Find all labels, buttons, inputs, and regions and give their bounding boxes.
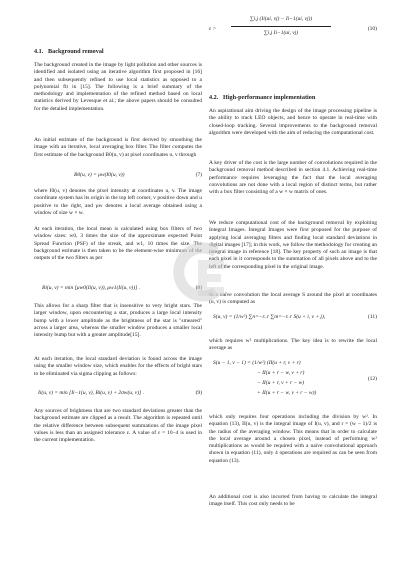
paragraph: Any sources of brightness that are two standard deviations greater than the background estimate are clipped as a result. The algorithm is repeated until the relative difference between subsequent summations of the image pixel values is less than an assigned tolerance ε. A value of ε = 10−4 is used in the current implementation.	[34, 408, 202, 444]
equation-number: (12)	[367, 376, 377, 382]
section-heading-4-1	[34, 48, 202, 55]
paragraph: At each iteration, the local mean is calculated using box filters of two window sizes: w0, 3 times the size of the approximate expected Point Spread Function (PSF) of the streak, and w1, 10 times the size. The background estimate is then taken to be the element-wise minimum of the outputs of the two filters as per	[34, 226, 202, 262]
equation-denominator: ∑i,j Ii−1(ui, vj)	[263, 30, 299, 36]
paragraph: An initial estimate of the background is first derived by smoothing the image with an iterative, local averaging box filter. The filter computes the first estimate of the background B0(u, v) at pixel coordinates u, v through	[34, 137, 202, 158]
section-title: Background removal	[48, 48, 104, 55]
paragraph: An additional cost is also incurred from having to calculate the integral image itself. This cost only needs to be	[209, 494, 377, 508]
equation-number: (7)	[195, 172, 202, 178]
equation-number: (9)	[195, 390, 202, 396]
equation-line: − II(u + r, v + r − w)	[257, 380, 305, 386]
equation-number: (11)	[368, 314, 377, 320]
equation-number: (10)	[367, 26, 377, 32]
paragraph: In a naïve convolution the local average S around the pixel at coordinates (u, v) is computed as	[209, 292, 377, 306]
equation-line: − II(u + r − w, v + r)	[257, 370, 305, 376]
equation-body: Bi(u, v) = min [μw0(Ii(u, v)), μw1(Ii(u, v))] .	[42, 285, 140, 291]
section-title: High-performance implementation	[223, 94, 316, 101]
equation-body: S(u, v) = (1/w²) ∑n=−r..r ∑m=−r..r S(u + i, v + j),	[213, 314, 326, 320]
equation-body: Ii(u, v) = min [Ii−1(u, v), Bi(u, v) + 2σw(u, v)] .	[38, 390, 144, 396]
equation-12	[209, 360, 377, 408]
paragraph: which only requires four operations including the division by w². In equation (13), II(u, v) is the integral image of I(u, v), and r = (w − 1)/2 is the radius of the averaging window. This means that in order to calculate the local average around a chosen pixel, instead of performing w² multiplications as would be required with a naïve convolutional approach shown in equation (11), only 4 operations are required as can be seen from equation (13).	[209, 414, 377, 464]
section-number: 4.1.	[34, 48, 44, 55]
equation-numerator: ∑i,j (Ii(ui, vj) − Ii−1(ui, vj))	[249, 16, 313, 22]
equation-10	[209, 14, 377, 48]
equation-line: S(u − 1, v − 1) = (1/w²) (II(u + r, v + r)	[213, 360, 301, 366]
equation-9	[34, 390, 202, 402]
paragraph: An aspirational aim driving the design of the image processing pipeline is the ability to track LEO objects, and hence to operate in real-time with closed-loop tracking. Several improvements to the background removal algorithm were developed with the aim of reducing the computational cost.	[209, 108, 377, 136]
equation-7	[34, 172, 202, 184]
paragraph: A key driver of the cost is the large number of convolutions required in the background removal method described in section 4.1. Achieving real-time performance requires leveraging the fact that the local averaging convolutions are not done with a local region of distinct terms, but rather with a box filter consisting of a w × w matrix of ones.	[209, 160, 377, 196]
section-number: 4.2.	[209, 94, 219, 101]
section-heading-4-2	[209, 94, 377, 101]
paragraph: The background created in the image by light pollution and other sources is identified and isolated using an iterative algorithm first proposed in [16] and then subsequently refined to use local statistics as opposed to a polynomial fit in [15]. The following is a brief summary of the methodology and implementation of the refined method based on local statistics derived by Levesque et al.; the above papers should be consulted for the detailed implementation.	[34, 62, 202, 112]
paragraph: At each iteration, the local standard deviation is found across the image using the smaller window size, which enables for the effects of bright stars to be eliminated via sigma clipping as follows:	[34, 356, 202, 377]
paragraph: We reduce computational cost of the background removal by exploiting Integral Images. Integral Images were first proposed for the purpose of applying local averaging filters and finding local standard deviations in digital images [17]; in this work, we follow the methodology for creating an integral image in reference [18]. The key property of such an image is that each pixel in it corresponds to the summation of all pixels above and to the left of the corresponding pixel in the original image.	[209, 220, 377, 270]
equation-lhs: ε >	[209, 26, 217, 32]
equation-number: (8)	[195, 285, 202, 291]
paragraph: which requires w² multiplications. The key idea is to rewrite the local average as	[209, 338, 377, 352]
equation-11	[209, 314, 377, 328]
equation-line: + II(u + r − w, v + r − w))	[257, 390, 317, 396]
watermark-logo-icon	[168, 238, 236, 306]
paragraph: This allows for a sharp filter that is insensitive to very bright stars. The larger window, upon encountering a star, produces a large local intensity bump with a lower amplitude as the brightness of the star is "smeared" across a larger area, whereas the smaller window produces a smaller local intensity bump but with a greater amplitude[15].	[34, 303, 202, 339]
paragraph: where I0(u, v) denotes the pixel intensity at coordinates u, v. The image coordinate system has its origin in the top left corner, v positive down and u positive to the right, and μw denotes a local average obtained using a window of size w × w.	[34, 188, 202, 216]
equation-body: B0(u, v) = μw(I0(u, v))	[74, 172, 125, 178]
fraction-bar	[231, 26, 331, 27]
